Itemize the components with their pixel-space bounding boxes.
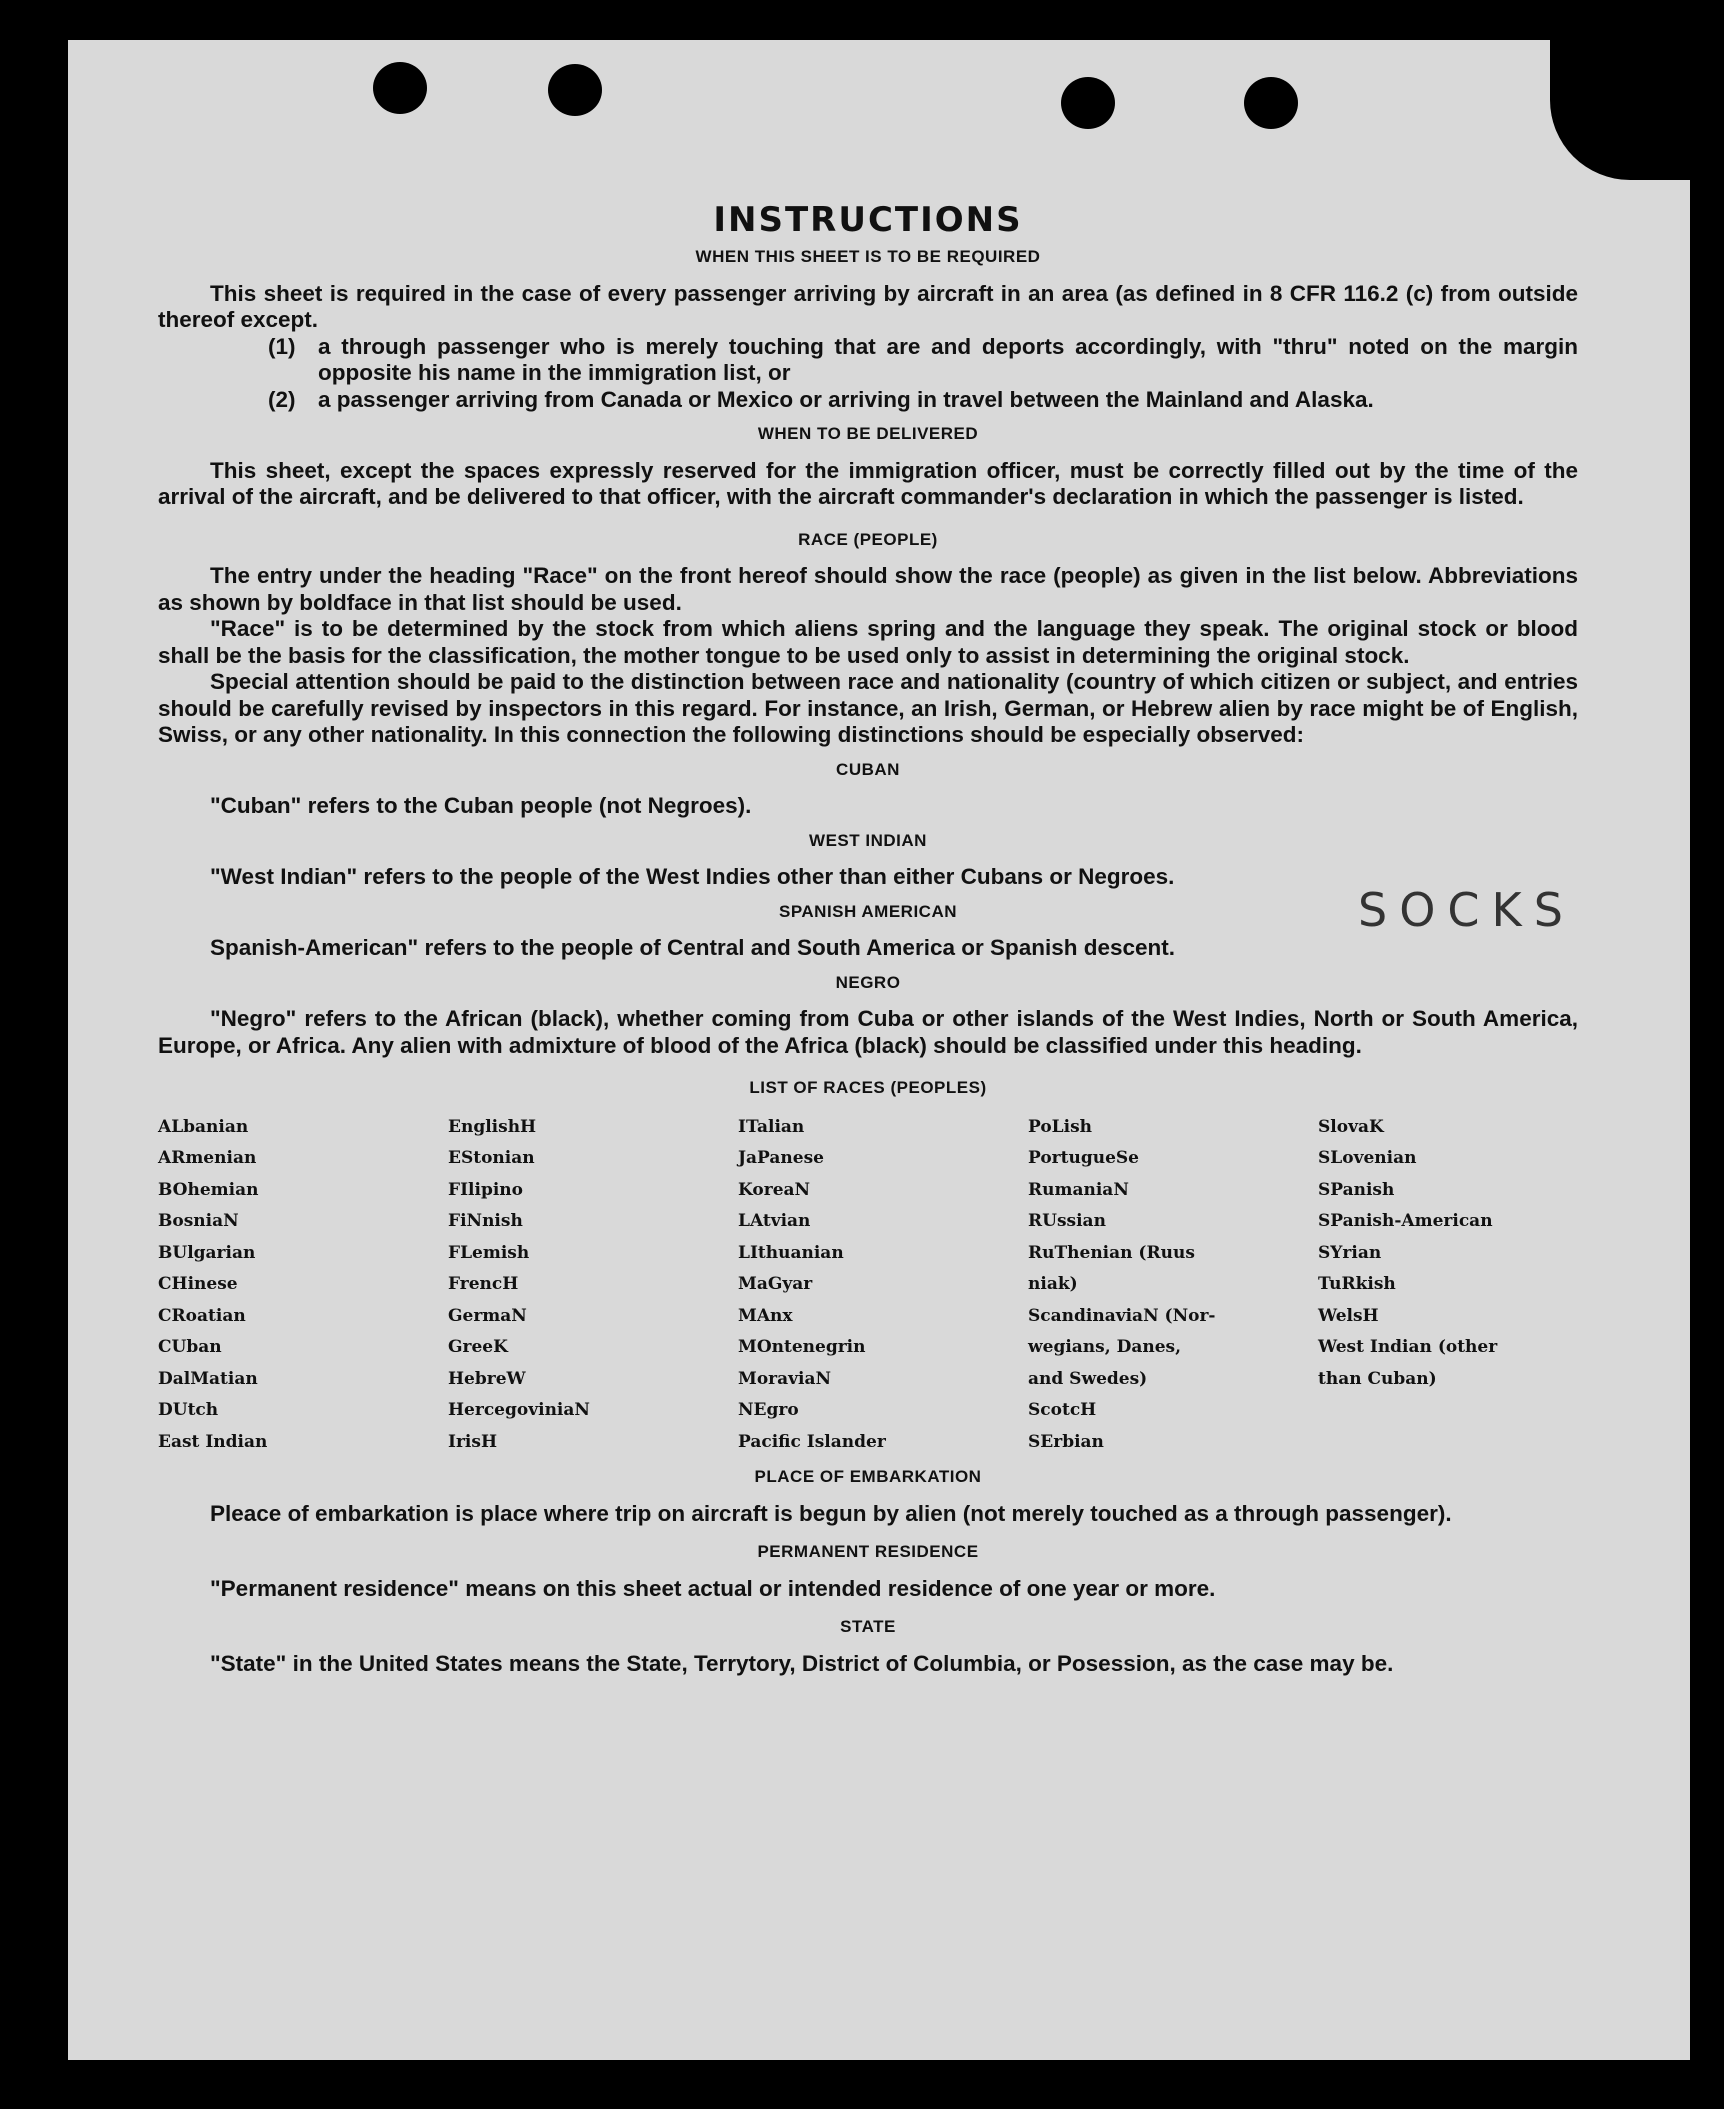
punch-hole bbox=[373, 62, 427, 114]
race-entry: KoreaN bbox=[738, 1179, 811, 1200]
section-heading: WEST INDIAN bbox=[809, 830, 927, 850]
race-entry: ScandinaviaN (Nor- wegians, Danes, and Swedes) bbox=[1028, 1305, 1216, 1389]
paragraph: "Permanent residence" means on this sheet actual or intended residence of one year or more. bbox=[210, 1575, 1216, 1601]
race-entry: PoLish bbox=[1028, 1116, 1093, 1137]
item-text: a through passenger who is merely touching that are and deports accordingly, with "thru" noted on the margin opposite his name in the immigration list, or bbox=[318, 333, 1578, 385]
race-entry: IrisH bbox=[448, 1431, 497, 1452]
handwritten-note: SOCKS bbox=[1358, 883, 1575, 937]
race-entry: NEgro bbox=[738, 1400, 799, 1420]
races-column bbox=[448, 1112, 738, 1459]
item-number: (2) bbox=[268, 386, 296, 412]
race-entry: RumaniaN bbox=[1028, 1179, 1129, 1200]
race-entry: RuThenian (Ruus niak) bbox=[1028, 1242, 1195, 1294]
race-entry: LAtvian bbox=[738, 1211, 811, 1231]
races-column bbox=[1318, 1112, 1578, 1459]
race-entry: HercegoviniaN bbox=[448, 1400, 590, 1420]
races-column bbox=[1028, 1112, 1318, 1459]
punch-hole bbox=[1061, 77, 1115, 129]
punch-hole bbox=[548, 64, 602, 116]
list-item bbox=[158, 334, 1578, 387]
race-entry: SErbian bbox=[1028, 1431, 1104, 1452]
section-heading: CUBAN bbox=[836, 759, 900, 779]
race-entry: EStonian bbox=[448, 1148, 535, 1168]
section-heading: SPANISH AMERICAN bbox=[778, 901, 957, 921]
paragraph: Spanish-American" refers to the people of Central and South America or Spanish descent. bbox=[210, 935, 1176, 960]
paragraph: "State" in the United States means the State, Terrytory, District of Columbia, or Posession, as the case may be. bbox=[210, 1650, 1394, 1676]
section-heading: LIST OF RACES (PEOPLES) bbox=[749, 1078, 987, 1097]
paragraph: This sheet is required in the case of every passenger arriving by aircraft in an area (as defined in 8 CFR 116.2 (c) from outside thereof except. bbox=[158, 280, 1578, 332]
race-entry: West Indian (other than Cuban) bbox=[1318, 1337, 1498, 1389]
race-entry: FrencH bbox=[448, 1274, 519, 1294]
race-entry: DalMatian bbox=[158, 1368, 258, 1389]
race-entry: GermaN bbox=[448, 1305, 527, 1326]
section-heading: RACE (PEOPLE) bbox=[798, 529, 938, 549]
instructions-content bbox=[158, 200, 1578, 1677]
race-entry: MoraviaN bbox=[738, 1368, 832, 1389]
race-entry: RUssian bbox=[1028, 1211, 1106, 1231]
item-number: (1) bbox=[268, 333, 296, 359]
races-list bbox=[158, 1112, 1578, 1459]
paragraph: "Negro" refers to the African (black), whether coming from Cuba or other islands of the West Indies, North or South America, Europe, or Africa. Any alien with admixture of blood of the Africa (black) should be classified under this heading. bbox=[158, 1006, 1578, 1058]
race-entry: Pacific Islander bbox=[738, 1431, 886, 1452]
race-entry: MaGyar bbox=[738, 1274, 813, 1294]
paragraph: The entry under the heading "Race" on the front hereof should show the race (people) as given in the list below. Abbreviations as shown by boldface in that list should be used. bbox=[158, 563, 1578, 615]
document-page bbox=[68, 40, 1690, 2060]
race-entry: GreeK bbox=[448, 1337, 508, 1357]
punch-hole bbox=[1244, 77, 1298, 129]
race-entry: EnglishH bbox=[448, 1116, 537, 1137]
race-entry: CRoatian bbox=[158, 1305, 246, 1326]
race-entry: SPanish-American bbox=[1318, 1211, 1493, 1231]
race-entry: CHinese bbox=[158, 1274, 238, 1294]
section-heading: NEGRO bbox=[835, 972, 901, 992]
section-heading: STATE bbox=[840, 1617, 896, 1636]
race-entry: HebreW bbox=[448, 1368, 526, 1389]
paragraph: Special attention should be paid to the distinction between race and nationality (country of which citizen or subject, and entries should be carefully revised by inspectors in this regard. For instance, an Irish, German, or Hebrew alien by race might be of English, Swiss, or any other nationality. In this connection the following distinctions should be especially observed: bbox=[158, 669, 1578, 747]
paragraph: "Race" is to be determined by the stock from which aliens spring and the language they speak. The original stock or blood shall be the basis for the classification, the mother tongue to be used only to assist in determining the original stock. bbox=[158, 616, 1578, 668]
race-entry: MOntenegrin bbox=[738, 1337, 866, 1357]
race-entry: CUban bbox=[158, 1337, 222, 1357]
paragraph: Pleace of embarkation is place where trip on aircraft is begun by alien (not merely touched as a through passenger). bbox=[210, 1500, 1452, 1526]
race-entry: TuRkish bbox=[1318, 1274, 1396, 1294]
race-entry: FiNnish bbox=[448, 1211, 523, 1231]
page-title: INSTRUCTIONS bbox=[713, 200, 1023, 240]
race-entry: LIthuanian bbox=[738, 1242, 844, 1263]
list-item bbox=[158, 387, 1578, 414]
paragraph: This sheet, except the spaces expressly reserved for the immigration officer, must be correctly filled out by the time of the arrival of the aircraft, and be delivered to that officer, with the aircraft commander's declaration in which the passenger is listed. bbox=[158, 457, 1578, 509]
race-entry: JaPanese bbox=[738, 1148, 824, 1168]
race-entry: DUtch bbox=[158, 1400, 219, 1420]
torn-corner bbox=[1550, 40, 1700, 180]
race-entry: ALbanian bbox=[158, 1116, 249, 1137]
race-entry: FLemish bbox=[448, 1242, 530, 1263]
paragraph: "Cuban" refers to the Cuban people (not Negroes). bbox=[210, 793, 752, 818]
race-entry: BosniaN bbox=[158, 1211, 239, 1231]
race-entry: SlovaK bbox=[1318, 1116, 1384, 1137]
race-entry: SPanish bbox=[1318, 1179, 1395, 1200]
race-entry: East Indian bbox=[158, 1431, 268, 1452]
section-heading: PERMANENT RESIDENCE bbox=[757, 1542, 979, 1561]
race-entry: ScotcH bbox=[1028, 1400, 1097, 1420]
race-entry: BOhemian bbox=[158, 1179, 259, 1200]
race-entry: ITalian bbox=[738, 1116, 805, 1137]
race-entry: SYrian bbox=[1318, 1242, 1382, 1263]
race-entry: PortugueSe bbox=[1028, 1148, 1139, 1168]
race-entry: ARmenian bbox=[158, 1148, 257, 1168]
section-heading: PLACE OF EMBARKATION bbox=[754, 1467, 982, 1486]
races-column bbox=[158, 1112, 448, 1459]
race-entry: MAnx bbox=[738, 1305, 793, 1326]
races-column bbox=[738, 1112, 1028, 1459]
section-heading: WHEN TO BE DELIVERED bbox=[757, 424, 979, 443]
race-entry: WelsH bbox=[1318, 1305, 1379, 1326]
paragraph: "West Indian" refers to the people of the West Indies other than either Cubans or Negroes. bbox=[210, 864, 1175, 889]
section-heading: WHEN THIS SHEET IS TO BE REQUIRED bbox=[695, 247, 1041, 266]
race-entry: BUlgarian bbox=[158, 1242, 256, 1263]
item-text: a passenger arriving from Canada or Mexico or arriving in travel between the Mainland and Alaska. bbox=[318, 386, 1374, 412]
race-entry: SLovenian bbox=[1318, 1148, 1417, 1168]
race-entry: FIlipino bbox=[448, 1179, 523, 1200]
